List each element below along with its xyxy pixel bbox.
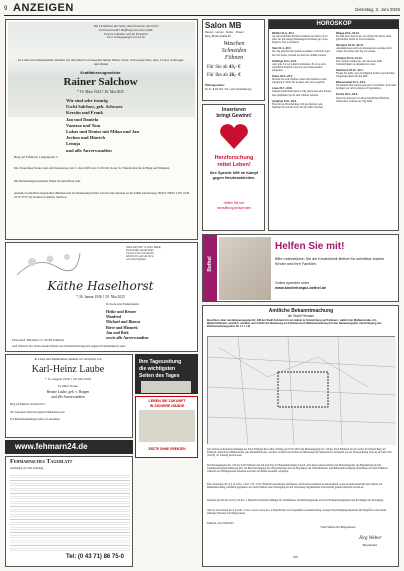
banner-url[interactable]: www.fehmarn24.de xyxy=(15,442,88,451)
intro-text: In Liebe und Dankbarkeit xyxy=(106,302,139,306)
header-date: Dienstag, 3. Juni 2025 xyxy=(355,7,400,12)
site-map-drawing xyxy=(208,337,396,445)
horoscope-title: HOROSKOP xyxy=(269,20,399,29)
salon-line-1: Waschen xyxy=(223,41,245,47)
obituary-salchow xyxy=(5,19,198,240)
footer-ref: II.II1 xyxy=(293,556,299,559)
notice-signature: Jörg Weber xyxy=(358,536,382,541)
salon-hours-label: Öffnungszeiten: xyxy=(205,84,225,87)
extra-info: Von Beileidsbekundungen bitten wir abzusehen. xyxy=(10,418,61,421)
ad-aerzte[interactable] xyxy=(135,396,198,458)
official-notice xyxy=(202,305,399,567)
service-info: Die Trauerfeier findet im engsten Familienkreis statt. xyxy=(10,411,66,414)
ad-photo xyxy=(139,410,195,442)
tageblatt-title: Fehmarnsches Tageblatt xyxy=(10,459,73,465)
obituary-laube xyxy=(5,354,133,438)
tageblatt-phone[interactable]: Tel: (0 43 71) 86 75-0 xyxy=(66,554,124,560)
ad-bethel[interactable] xyxy=(202,234,399,302)
price-for-him: Für Ihn ab 26,- € xyxy=(207,73,241,78)
deceased-name: Käthe Haselhorst xyxy=(47,279,154,293)
bethel-body: Bitte unterstützen Sie die Kinderklinik Bethel für unheilbar kranke Kinder und ihre Familien. xyxy=(275,257,385,266)
mourners-list: Heike und Reiner Manfred Michael und Bianca Birte und Hinnerk Jan und Birk sowie alle Anverwandten xyxy=(106,309,149,341)
service-info: Die Trauerfeier findet statt am Donnerstag, den 5. Juni 2025 um 13.30 Uhr in der St. Nikolai-Kirche in Burg auf Fehmarn. xyxy=(14,166,171,170)
horoscope-entry: Waage 24.9.–23.10. Es sieht ganz danach aus, als würden Sie durch einen glücklichen Zufall zu etwas kommen. xyxy=(336,32,392,42)
notice-body-5: Auf die Vorschriften des § 44 Abs. 3 Satz 1 und 2 sowie Abs. 4 BauGB über die fristgemäße Geltendmachung etwaiger Entschädigungsansprüche für Eingriffe in eine bisher zulässige Nutzung wird hingewiesen. xyxy=(207,509,387,516)
herz-body: Ihre Spende hilft im Kampf gegen Herzkrankheiten. xyxy=(209,171,259,180)
horoscope-entry: Jungfrau 24.8.–23.9. Eine private Entscheidung will gut überlegt sein. Nehmen Sie sich die Zeit, die Sie dafür brauchen. xyxy=(272,99,324,109)
ad-org: ÄRZTE OHNE GRENZEN xyxy=(148,447,186,451)
poem: Nimm mich Herr in Deine Hände, nimm Kräfte und die Ende, ich will es Dir still anheim befiehlt Dir auch die Verse Lass dem Vergehen xyxy=(126,246,162,262)
herz-headline-2: rettet Leben! xyxy=(217,162,251,168)
horoscope-entry: Wassermann 21.1.–19.2. Sie könnten Ihre Lieben ganz gern verwöhnen, doch dann bedingen sie sich in einige an Ungereimtes. xyxy=(336,81,396,91)
intro-text: In Liebe und Dankbarkeit nehmen wir Abschied von unserem lieben Mann, Vater, Schwiegervater, Opa, Uropa, Schwager und Onkel xyxy=(18,58,184,67)
bethel-url[interactable]: www.kinderhospiz-bethel.de xyxy=(275,286,327,290)
notice-body-1: Die Stadtverordnetenversammlung der Stadt Fehmarn hat in ihrer Sitzung am 07.05.2025 den Bebauungsplan Nr. 128 der Stadt Fehmarn für ein Gebiet im Ortsteil Burg auf Fehmarn, südlich der Mühlenstraße, Am Mellenhöftkopfs, westlich, nördlich und östlich der Bebauung am Fehmarnsund, bestehend aus der Planzeichnung (Teil A) und dem Text (Teil B), als Satzung beschlossen. xyxy=(207,448,392,458)
horoscope-col-right xyxy=(336,32,396,228)
notice-body-4: Dasselbe gilt für die nach § 214 Abs. 2 BauGB beachtlichen Mängel des Verhältnisses des Bebauungsplans und des Flächennutzungsplans und für Mängel der Abwägung. xyxy=(207,499,384,502)
horoscope-entry: Zwillinge 21.5.–21.6. Aber gute Tat wir wirklich stimmend. Es ist je auch tatsächlich möglich, dass Sie etwas Interessantes entdecken. xyxy=(272,59,326,72)
tageblatt-imprint xyxy=(10,473,130,551)
mourners-list: Renate Laube, geb. v. Bargen und alle Anverwandten xyxy=(46,390,90,399)
notice-body-3: Eine Verletzung der in § 214 Abs. 1 Satz 1 Nr. 1 bis 3 BauGB bezeichneten Verfahrens- und Formvorschriften ist unbeachtlich, wenn sie nicht innerhalb eines Jahres seit Bekanntmachung schriftlich gegenüber der Stadt Fehmarn unter Darlegung des die Verletzung begründenden Sachverhalts geltend gemacht worden ist. xyxy=(207,483,383,490)
notice-place-date: Fehmarn, den 03.06.2025 xyxy=(207,522,234,525)
salon-address: Burg, Breite Straße 40 xyxy=(205,35,231,38)
section-title: ANZEIGEN xyxy=(13,2,74,14)
price-for-her: Für Sie ab 43,- € xyxy=(207,65,241,70)
notice-body-2: Der Bebauungsplan Nr. 128 der Stadt Fehmarn tritt mit dem Tag der Bekanntmachung in Kraft. Alle Interessierten können den Bebauungsplan, die Begründung und die zusammenfassende Erklärung über die Berücksichtigung der Umweltbelange und die Ergebnisse der Öffentlichkeits- und Behördenbeteiligung im Rathaus der Stadt Fehmarn während der Öffnungszeiten einsehen und über den Inhalt Auskunft verlangen. xyxy=(207,464,388,474)
bethel-cta: Online spenden unter xyxy=(275,281,310,285)
address: Petersdorf, Heidland 15, 23769 Fehmarn xyxy=(12,338,65,342)
site-map xyxy=(207,336,395,444)
mourners-list: Wir sind sehr traurig Uschi Salchow, geb. Schwarz Kerstin und Frank Jan und Daniela Vanessa und Tom Lukas und Denise mit Milan und Jan Jochen und Hinrich Lennja und alle Anverwandten xyxy=(66,98,140,153)
horoscope-entry: Skorpion 24.10.–22.11. Ausnahmsweise stellt ein unbequemer Gedanke nicht weiter. Sie planen den Tag als Ganzes. xyxy=(336,44,392,54)
ad-line-1: Ihre Tageszeitung xyxy=(139,359,182,365)
bethel-headline: Helfen Sie mit! xyxy=(275,241,345,252)
herz-cta: Helfen Sie mit: xyxy=(223,201,245,205)
bethel-logo: Bethel xyxy=(207,256,213,272)
horoscope-entry: Löwe 23.7.–23.8. Jemand macht Ihnen heute völlig unerwartet eine Freude. Das empfinden Sie als sehr schönes Zeichen. xyxy=(272,87,332,97)
life-dates: * 15. August 1939 † 29. Mai 2025 xyxy=(44,377,92,381)
horoscope-entry: Steinbock 22.12.–20.1. Finden Sie mehr, dass ein Mitglied in Ihrer persönlichen Umgebung ihnen mit Rat hilft. xyxy=(336,68,395,79)
ad-title: LEBEN SIE ZUKUNFT xyxy=(148,399,186,403)
life-dates: * 26. Januar 1926 † 29. Mai 2025 xyxy=(76,295,125,299)
horoscope xyxy=(268,19,399,231)
notice-subtitle: der Stadt Fehmarn xyxy=(287,314,315,318)
herz-line-1: Inserieren xyxy=(222,107,246,113)
salon-hours: Di.-Fr. 8-18 Uhr / Sa. nach Vereinbarung xyxy=(205,88,252,91)
bethel-logo-bar xyxy=(203,235,217,302)
service-info: Auf Wunsch der Verstorbenen findet die Urnenbeisetzung im engsten Familienkreis statt. xyxy=(12,344,126,348)
notice-title: Amtliche Bekanntmachung xyxy=(268,308,334,314)
flower-image xyxy=(12,247,82,279)
obituary-haselhorst xyxy=(5,242,198,352)
notice-seal: Stadt Fehmarn Der Bürgermeister xyxy=(320,526,356,529)
horoscope-entry: Fische 20.2.–20.3. Wenn Sie sich jetzt von Ihren beruflichen Pflichten freimachen, ist heute der Tag dafür. xyxy=(336,93,390,103)
pretitle: Kraftfahrzeugmeister xyxy=(80,70,121,75)
horoscope-entry: Stier 21.4.–20.5. Der Tag gespickt mit ganzen Gedanken, vielleicht sogar mit viel Glück. Jemand tut alles das Gefühl erwartet. xyxy=(272,47,331,57)
salon-line-2: Schneiden xyxy=(221,48,247,54)
ad-herzstiftung[interactable] xyxy=(202,104,265,231)
salon-title: Salon MB xyxy=(205,21,242,30)
burial-info: Die Beisetzungszeremonie findet im Anschluss statt. xyxy=(14,179,82,183)
salon-sub: Damen · Herren · Kinder · Friseur xyxy=(205,31,244,34)
intro-text: In Liebe und Dankbarkeit nehmen wir Abschied von xyxy=(34,357,102,361)
ad-subtitle: IN SICHERE HÄNDE xyxy=(149,404,185,408)
address: Burg auf Fehmarn, Lengstgrund 3 xyxy=(14,155,58,159)
salon-line-3: Föhnen xyxy=(224,55,244,61)
notice-signature-title: Bürgermeister xyxy=(362,544,378,547)
poem: Die Lichtblicke der Seele sind erloschen, die Ernte vertrauensvoller Hoffnung hat sich erfüllt. Fest im Glauben und im Verstehen ist er heimgegangen ins Licht. xyxy=(93,24,159,40)
mourner-intro: In stiller Trauer xyxy=(58,384,78,388)
address: Burg auf Fehmarn, Ostfeldwall 11 xyxy=(10,403,46,406)
deceased-name: Rainer Salchow xyxy=(63,76,138,88)
herz-headline-1: Herzforschung xyxy=(214,155,254,161)
horoscope-entry: Schütze 23.11.–21.12. Der Chancen stehen gut, das Sie etwas mehr Verbindlichkeit zu entstehen als sonst. xyxy=(336,56,383,66)
ad-line-3: Seiten des Tages xyxy=(139,373,180,379)
life-dates: * 19. März 1944 † 30. Mai 2025 xyxy=(77,90,124,94)
notice-lead: Beschluss über den Bebauungsplan Nr. 128 der Stadt Fehmarn für ein Gebiet in Ortsteil Burg auf Fehmarn, südlich der Mühlenstraße, Am Mellenhöftkopfs, westlich, nördlich und östlich der Bebauung am Fehmarnsund (Bekanntmachung für den Bebauungsplan / Berichtigung des Flächennutzungsplans Nr. 1.1 / 1.2) xyxy=(207,319,382,329)
herz-line-2: bringt Gewinn! xyxy=(216,113,252,119)
horoscope-col-left xyxy=(272,32,332,228)
flower-icon xyxy=(12,247,82,279)
donation-info: Anstelle freundlich zugedachter Blumen und Grabbeletzung bitten wir um eine Spende an die DRK-Gliederung, IBAN: DE67 2135 2240 0179 3735 59, Kennwort Rainer Salchow xyxy=(14,191,190,199)
ad-salon-mb[interactable] xyxy=(202,19,265,101)
deceased-name: Karl-Heinz Laube xyxy=(31,364,105,375)
child-photo xyxy=(219,237,271,300)
ad-line-2: die wichtigsten xyxy=(139,366,176,372)
tageblatt-subtitle: unabhängig seit 1843 Gründung xyxy=(10,467,44,470)
horoscope-entry: Widder 21.3.–20.4. An ein beruflichen Prinzip Kommen Sie nicht voll zu jeder Art mit einigen Meinungen und Ideen gut voran, möglich, dass zu erfahren. xyxy=(272,32,329,45)
page-header xyxy=(4,2,400,16)
herz-url[interactable]: herzstiftung.de/spenden xyxy=(216,206,252,210)
newspaper-image xyxy=(141,381,191,393)
horoscope-entry: Krebs 22.6.–22.7. Machen Sie sich offenbar weiter mit flexiblen sozial-engagierten. Wenn Sie in gutes sich etwas ergeben. xyxy=(272,75,328,85)
tageblatt-box xyxy=(5,456,133,567)
ad-tageszeitung[interactable] xyxy=(135,354,198,394)
page-number: 9 xyxy=(4,6,8,12)
banner-fehmarn24[interactable] xyxy=(5,440,133,454)
heart-icon xyxy=(217,121,251,151)
